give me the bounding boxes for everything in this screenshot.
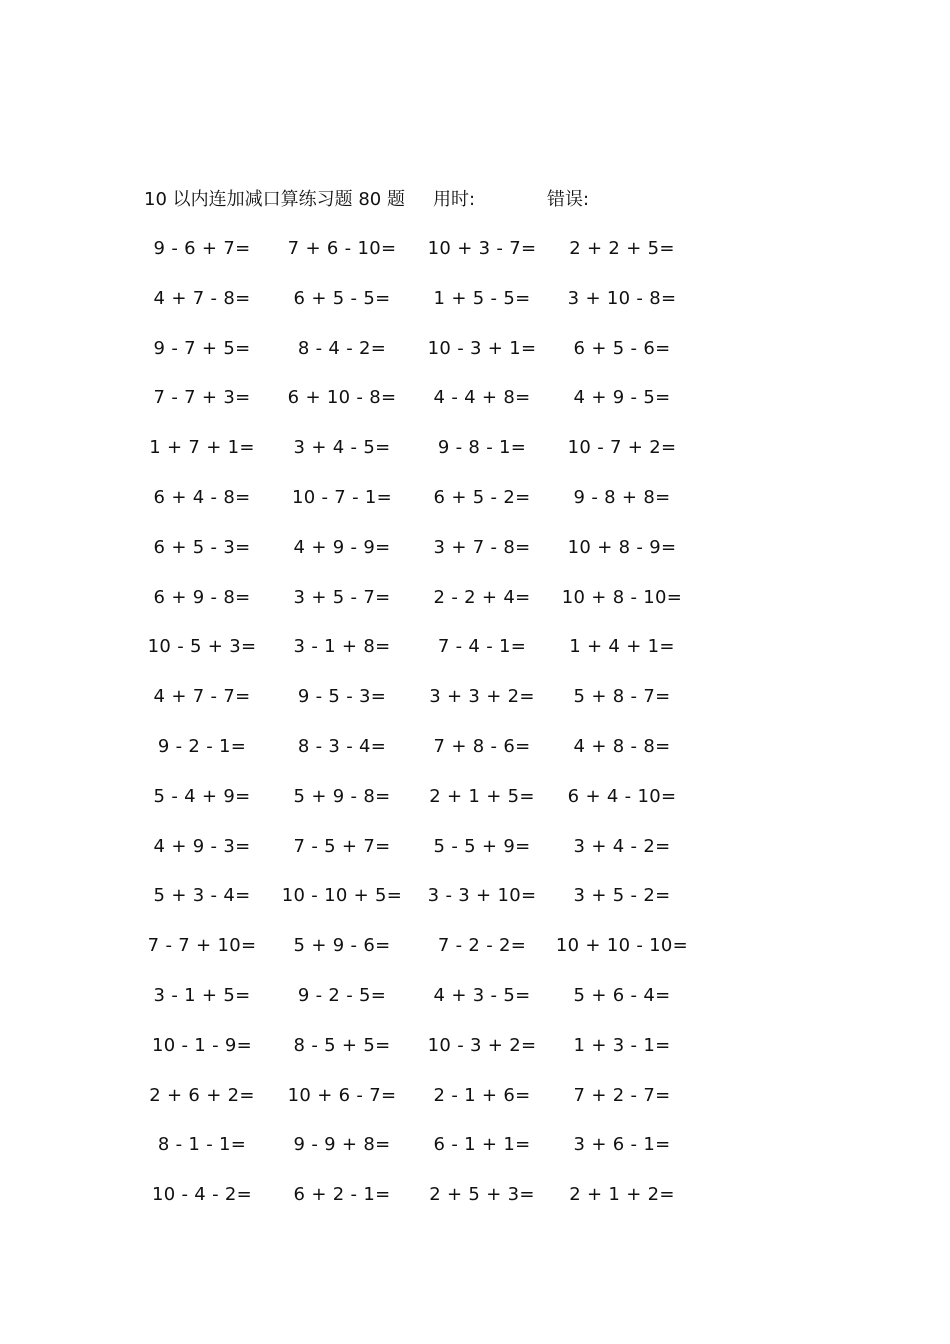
math-problem: 3 + 5 - 2=: [573, 885, 671, 907]
math-problem: 3 + 4 - 2=: [573, 835, 671, 857]
math-problem: 4 - 4 + 8=: [433, 387, 531, 409]
math-problem: 9 - 6 + 7=: [153, 238, 251, 259]
math-problem: 9 - 9 + 8=: [293, 1134, 391, 1156]
math-problem: 10 + 8 - 10=: [561, 586, 683, 608]
math-problem: 10 + 10 - 10=: [555, 935, 689, 957]
math-problem: 7 - 4 - 1=: [437, 636, 527, 658]
math-problem: 5 + 3 - 4=: [153, 885, 251, 907]
math-problem: 2 - 1 + 6=: [433, 1084, 531, 1106]
math-problem: 10 + 8 - 9=: [567, 536, 677, 558]
math-problem: 2 + 2 + 5=: [569, 238, 675, 259]
math-problem: 8 - 1 - 1=: [157, 1134, 247, 1156]
worksheet-title: 10 以内连加减口算练习题 80 题: [144, 189, 405, 210]
math-problem: 3 + 7 - 8=: [433, 536, 531, 558]
problem-row: [132, 1033, 692, 1083]
math-problem: 1 + 3 - 1=: [573, 1034, 671, 1056]
math-problem: 4 + 9 - 3=: [153, 835, 251, 857]
math-problem: 7 + 2 - 7=: [573, 1084, 671, 1106]
math-problem: 9 - 2 - 1=: [157, 735, 247, 757]
math-problem: 3 - 3 + 10=: [427, 885, 537, 907]
math-problem: 6 + 9 - 8=: [153, 586, 251, 608]
math-problem: 3 + 4 - 5=: [293, 437, 391, 459]
math-problem: 1 + 4 + 1=: [569, 636, 675, 658]
problem-row: [132, 734, 692, 784]
math-problem: 8 - 3 - 4=: [297, 735, 387, 757]
math-problem: 5 + 9 - 8=: [293, 785, 391, 807]
math-problem: 5 + 8 - 7=: [573, 686, 671, 708]
math-problem: 10 - 3 + 1=: [427, 337, 537, 359]
math-problem: 10 - 7 - 1=: [291, 486, 393, 508]
math-problem: 4 + 9 - 5=: [573, 387, 671, 409]
math-problem: 3 + 10 - 8=: [567, 287, 677, 309]
problem-row: [132, 485, 692, 535]
math-problem: 10 + 6 - 7=: [287, 1084, 397, 1106]
math-problem: 1 + 7 + 1=: [149, 437, 255, 459]
math-problem: 9 - 5 - 3=: [297, 686, 387, 708]
math-problem: 3 + 6 - 1=: [573, 1134, 671, 1156]
math-problem: 7 - 7 + 10=: [147, 935, 257, 957]
math-problem: 3 - 1 + 5=: [153, 984, 251, 1006]
problem-row: [132, 634, 692, 684]
math-problem: 9 - 8 - 1=: [437, 437, 527, 459]
problem-row: [132, 535, 692, 585]
problem-row: [132, 385, 692, 435]
math-problem: 7 - 5 + 7=: [293, 835, 391, 857]
problem-row: [132, 983, 692, 1033]
math-problem: 6 + 5 - 3=: [153, 536, 251, 558]
problem-row: [132, 933, 692, 983]
math-problem: 5 + 6 - 4=: [573, 984, 671, 1006]
math-problem: 7 + 8 - 6=: [433, 735, 531, 757]
problem-row: [132, 784, 692, 834]
math-problem: 7 - 2 - 2=: [437, 935, 527, 957]
problem-row: [132, 1083, 692, 1133]
problem-grid: [132, 236, 692, 1232]
math-problem: 4 + 8 - 8=: [573, 735, 671, 757]
math-problem: 6 + 10 - 8=: [287, 387, 397, 409]
problem-row: [132, 286, 692, 336]
math-problem: 3 + 3 + 2=: [429, 686, 535, 708]
math-problem: 5 - 5 + 9=: [433, 835, 531, 857]
math-problem: 6 + 5 - 6=: [573, 337, 671, 359]
math-problem: 7 - 7 + 3=: [153, 387, 251, 409]
math-problem: 5 - 4 + 9=: [153, 785, 251, 807]
math-problem: 3 + 5 - 7=: [293, 586, 391, 608]
math-problem: 2 + 5 + 3=: [429, 1184, 535, 1206]
math-problem: 10 + 3 - 7=: [427, 238, 537, 259]
math-problem: 2 + 1 + 5=: [429, 785, 535, 807]
math-problem: 2 + 1 + 2=: [569, 1184, 675, 1206]
problem-row: [132, 585, 692, 635]
math-problem: 6 - 1 + 1=: [433, 1134, 531, 1156]
problem-row: [132, 684, 692, 734]
math-problem: 4 + 7 - 8=: [153, 287, 251, 309]
math-problem: 10 - 7 + 2=: [567, 437, 677, 459]
problem-row: [132, 883, 692, 933]
math-problem: 10 - 3 + 2=: [427, 1034, 537, 1056]
math-problem: 8 - 5 + 5=: [293, 1034, 391, 1056]
problem-row: [132, 435, 692, 485]
math-problem: 1 + 5 - 5=: [433, 287, 531, 309]
math-problem: 8 - 4 - 2=: [297, 337, 387, 359]
math-problem: 7 + 6 - 10=: [287, 238, 397, 259]
math-problem: 5 + 9 - 6=: [293, 935, 391, 957]
math-problem: 10 - 10 + 5=: [281, 885, 403, 907]
math-problem: 6 + 5 - 2=: [433, 486, 531, 508]
math-problem: 4 + 9 - 9=: [293, 536, 391, 558]
math-problem: 10 - 5 + 3=: [147, 636, 257, 658]
math-problem: 6 + 2 - 1=: [293, 1184, 391, 1206]
math-problem: 10 - 1 - 9=: [151, 1034, 253, 1056]
problem-row: [132, 336, 692, 386]
problem-row: [132, 1132, 692, 1182]
math-problem: 2 - 2 + 4=: [433, 586, 531, 608]
math-problem: 9 - 2 - 5=: [297, 984, 387, 1006]
time-label: 用时:: [433, 189, 476, 210]
error-label: 错误:: [547, 189, 590, 210]
math-problem: 10 - 4 - 2=: [151, 1184, 253, 1206]
math-problem: 9 - 8 + 8=: [573, 486, 671, 508]
problem-row: [132, 1182, 692, 1232]
problem-row: [132, 236, 692, 286]
math-problem: 6 + 4 - 8=: [153, 486, 251, 508]
worksheet-header: [0, 186, 950, 214]
math-problem: 9 - 7 + 5=: [153, 337, 251, 359]
math-problem: 2 + 6 + 2=: [149, 1084, 255, 1106]
math-problem: 3 - 1 + 8=: [293, 636, 391, 658]
math-problem: 4 + 3 - 5=: [433, 984, 531, 1006]
problem-row: [132, 834, 692, 884]
math-problem: 6 + 5 - 5=: [293, 287, 391, 309]
math-problem: 4 + 7 - 7=: [153, 686, 251, 708]
math-problem: 6 + 4 - 10=: [567, 785, 677, 807]
